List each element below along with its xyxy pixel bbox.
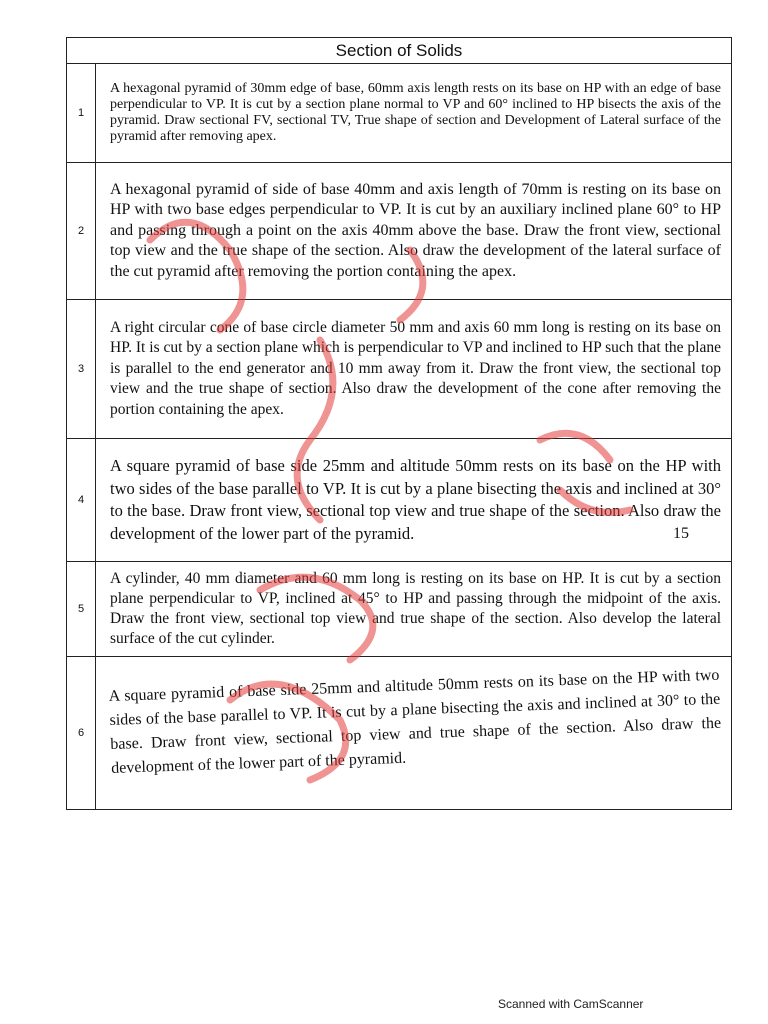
row-number: 3 (67, 300, 96, 438)
table-row (67, 300, 731, 439)
table-row (67, 64, 731, 163)
page-title: Section of Solids (67, 38, 731, 64)
row-number: 6 (67, 657, 96, 809)
table-row (67, 163, 731, 300)
problem-text-cell (96, 163, 731, 299)
problem-text-cell (96, 657, 731, 809)
problem-text-cell (96, 300, 731, 438)
problem-text: A square pyramid of base side 25mm and altitude 50mm rests on its base on the HP with two sides of the base parallel to VP. It is cut by a plane bisecting the axis and inclined at 30° to the base. Draw front view, sectional top view and true shape of the section. Also draw the development of the lower part of the pyramid. (110, 456, 721, 543)
table-row (67, 439, 731, 562)
table-row (67, 562, 731, 657)
table-row (67, 657, 731, 809)
marks-annotation: 15 (673, 525, 689, 542)
row-number: 1 (67, 64, 96, 162)
row-number: 5 (67, 562, 96, 656)
row-number: 2 (67, 163, 96, 299)
problem-text: A cylinder, 40 mm diameter and 60 mm long is resting on its base on HP. It is cut by a section plane perpendicular to VP, inclined at 45° to HP and passing through the midpoint of the axis. Draw the front view, sectional top view and true shape of the section. Also develop the lateral surface of the cut cylinder. (110, 570, 721, 647)
problem-text: A hexagonal pyramid of side of base 40mm and axis length of 70mm is resting on its base on HP with two base edges perpendicular to VP. It is cut by an auxiliary inclined plane 60° to HP and passing through a point on the axis 40mm above the base. Draw the front view, sectional top view and the true shape of the section. Also draw the development of the lateral surface of the cut pyramid after removing the portion containing the apex. (110, 180, 721, 280)
problem-text-cell (96, 562, 731, 656)
problem-text-cell (96, 64, 731, 162)
row-number: 4 (67, 439, 96, 561)
scanner-footer: Scanned with CamScanner (498, 997, 644, 1011)
problem-text: A square pyramid of base side 25mm and altitude 50mm rests on its base on the HP with two sides of the base parallel to VP. It is cut by a plane bisecting the axis and inclined at 30° to the base. Draw front view, sectional top view and true shape of the section. Also draw the development of the lower part of the pyramid. (108, 666, 722, 777)
problem-text-cell (96, 439, 731, 561)
problem-text: A hexagonal pyramid of 30mm edge of base, 60mm axis length rests on its base on HP with an edge of base perpendicular to VP. It is cut by a section plane normal to VP and 60° inclined to HP bisects the axis of the pyramid. Draw sectional FV, sectional TV, True shape of section and Development of Lateral surface of the pyramid after removing apex. (110, 81, 721, 144)
question-table (66, 37, 732, 810)
problem-text: A right circular cone of base circle diameter 50 mm and axis 60 mm long is resting on its base on HP. It is cut by a section plane which is perpendicular to VP and inclined to HP such that the plane is parallel to the end generator and 10 mm away from it. Draw the front view, the sectional top view and the true shape of section. Also draw the development of the cone after removing the portion containing the apex. (110, 318, 721, 418)
